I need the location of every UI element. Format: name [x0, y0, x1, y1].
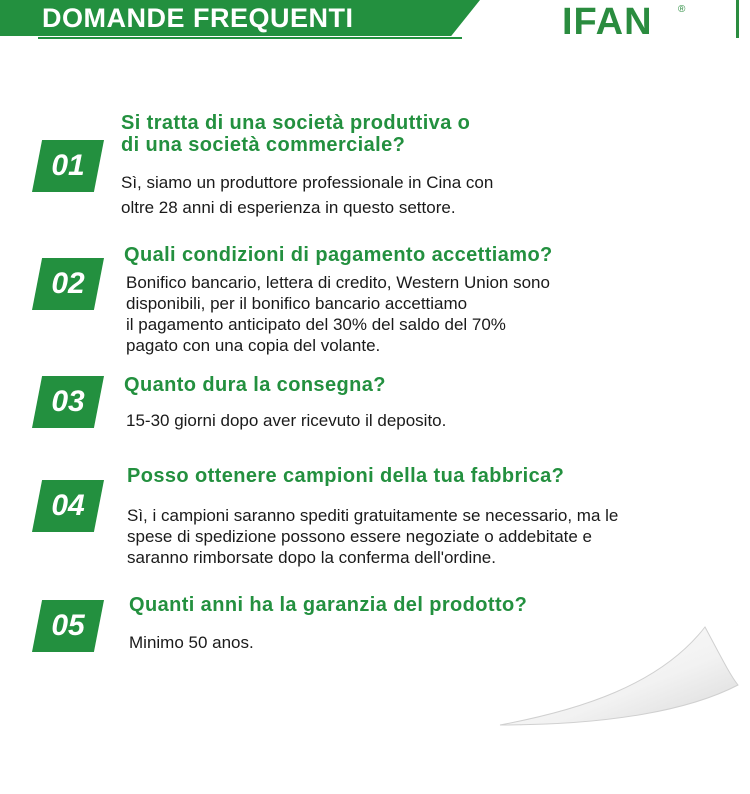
faq-question [127, 465, 564, 487]
faq-answer [126, 410, 446, 431]
answer-line: Sì, i campioni saranno spediti gratuitamente se necessario, ma le [127, 506, 619, 525]
question-line: Si tratta di una società produttiva o [121, 112, 471, 134]
answer-line: spese di spedizione possono essere negoziate o addebitate e [127, 527, 593, 546]
faq-answer [129, 632, 254, 653]
question-line: Quali condizioni di pagamento accettiamo? [124, 244, 553, 266]
faq-question [121, 112, 470, 156]
faq-number: 03 [51, 385, 85, 418]
question-line: Posso ottenere campioni della tua fabbrica? [127, 465, 565, 487]
question-line: di una società commerciale? [121, 134, 406, 156]
faq-answer [127, 505, 618, 568]
faq-answer [121, 172, 493, 218]
answer-line: il pagamento anticipato del 30% del saldo del 70% [126, 315, 506, 334]
faq-number: 02 [51, 267, 85, 300]
answer-line: Bonifico bancario, lettera di credito, Western Union sono [126, 273, 550, 292]
answer-line: 15-30 giorni dopo aver ricevuto il deposito. [126, 411, 447, 430]
faq-number: 04 [51, 489, 85, 522]
brand-logo [562, 2, 692, 42]
registered-mark: ® [678, 4, 686, 15]
faq-number: 05 [51, 609, 85, 642]
faq-question [129, 594, 527, 616]
question-line: Quanti anni ha la garanzia del prodotto? [129, 594, 528, 616]
page-curl-decoration [490, 615, 740, 730]
page-title: DOMANDE FREQUENTI [42, 3, 354, 33]
header-underline [38, 37, 462, 39]
faq-answer [126, 272, 550, 356]
answer-line: Minimo 50 anos. [129, 633, 254, 652]
answer-line: saranno rimborsate dopo la conferma dell'ordine. [127, 548, 496, 567]
faq-number: 01 [51, 149, 85, 182]
logo-divider [736, 0, 739, 38]
question-line: Quanto dura la consegna? [124, 374, 386, 396]
answer-line: disponibili, per il bonifico bancario accettiamo [126, 294, 468, 313]
answer-line: pagato con una copia del volante. [126, 336, 381, 355]
answer-line: Sì, siamo un produttore professionale in Cina con [121, 173, 494, 192]
faq-question [124, 244, 553, 266]
logo-text: IFAN [562, 1, 653, 43]
answer-line: oltre 28 anni di esperienza in questo settore. [121, 198, 456, 217]
faq-question [124, 374, 386, 396]
